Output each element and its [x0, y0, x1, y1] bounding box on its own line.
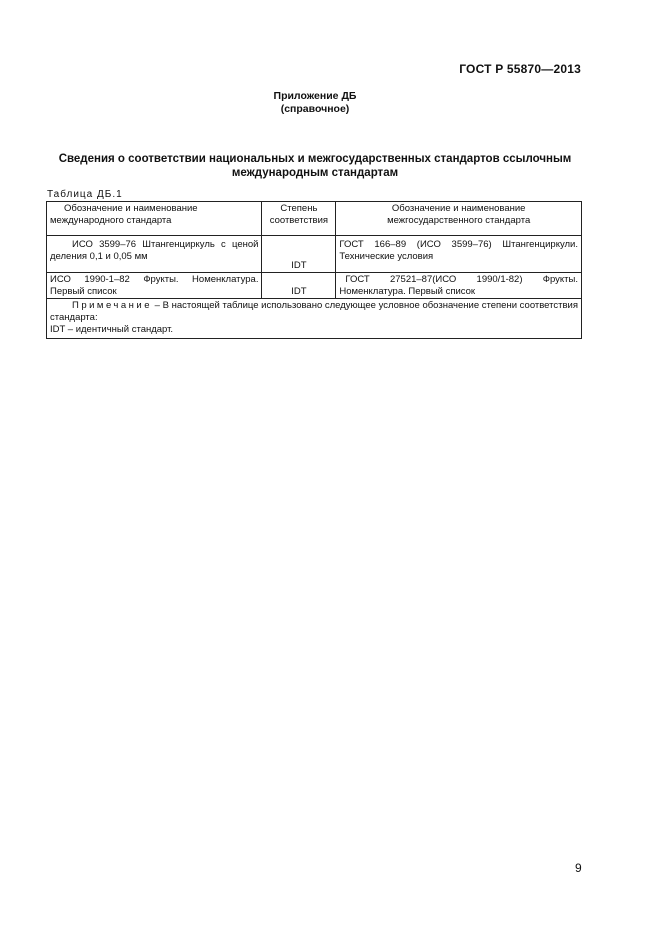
appendix-subtitle: (справочное)	[280, 103, 350, 115]
header-degree	[262, 202, 336, 236]
table-note-row	[47, 299, 582, 339]
cell-degree: IDT	[262, 236, 336, 273]
header-intl-line1: Обозначение и наименование	[64, 203, 198, 214]
note-idt-definition: IDT – идентичный стандарт.	[50, 324, 174, 335]
header-national-line2: межгосударственного стандарта	[387, 215, 531, 226]
document-title	[40, 152, 590, 180]
table-note	[47, 299, 582, 339]
table-caption: Таблица ДБ.1	[47, 189, 123, 200]
header-intl-line2: международного стандарта	[50, 215, 172, 226]
header-national-line1: Обозначение и наименование	[391, 203, 526, 214]
header-degree-line2: соответствия	[269, 215, 329, 226]
page-number: 9	[575, 861, 582, 875]
document-title-line2: международным стандартам	[231, 167, 399, 179]
header-national-standard	[336, 202, 582, 236]
note-text-block	[50, 300, 578, 324]
table-header-row	[47, 202, 582, 236]
cell-international-standard: ИСО 3599–76 Штангенциркуль с ценой деления 0,1 и 0,05 мм	[47, 236, 262, 273]
appendix-heading	[0, 90, 630, 116]
cell-national-standard: ГОСТ 166–89 (ИСО 3599–76) Штангенциркули. Технические условия	[336, 236, 582, 273]
appendix-title: Приложение ДБ	[273, 90, 357, 102]
note-text: – В настоящей таблице использовано следующее условное обозначение степени соответствия стандарта:	[50, 300, 578, 323]
standard-code-header: ГОСТ Р 55870—2013	[459, 62, 581, 76]
cell-national-standard: ГОСТ 27521–87(ИСО 1990/1-82) Фрукты. Номенклатура. Первый список	[336, 273, 582, 299]
note-label: Примечание	[72, 300, 152, 311]
table-row	[47, 236, 582, 273]
table-row	[47, 273, 582, 299]
header-international-standard	[47, 202, 262, 236]
cell-degree: IDT	[262, 273, 336, 299]
header-degree-line1: Степень	[280, 203, 318, 214]
standards-correspondence-table	[46, 201, 582, 339]
cell-international-standard: ИСО 1990-1–82 Фрукты. Номенклатура. Первый список	[47, 273, 262, 299]
document-title-line1: Сведения о соответствии национальных и межгосударственных стандартов ссылочным	[58, 153, 572, 165]
